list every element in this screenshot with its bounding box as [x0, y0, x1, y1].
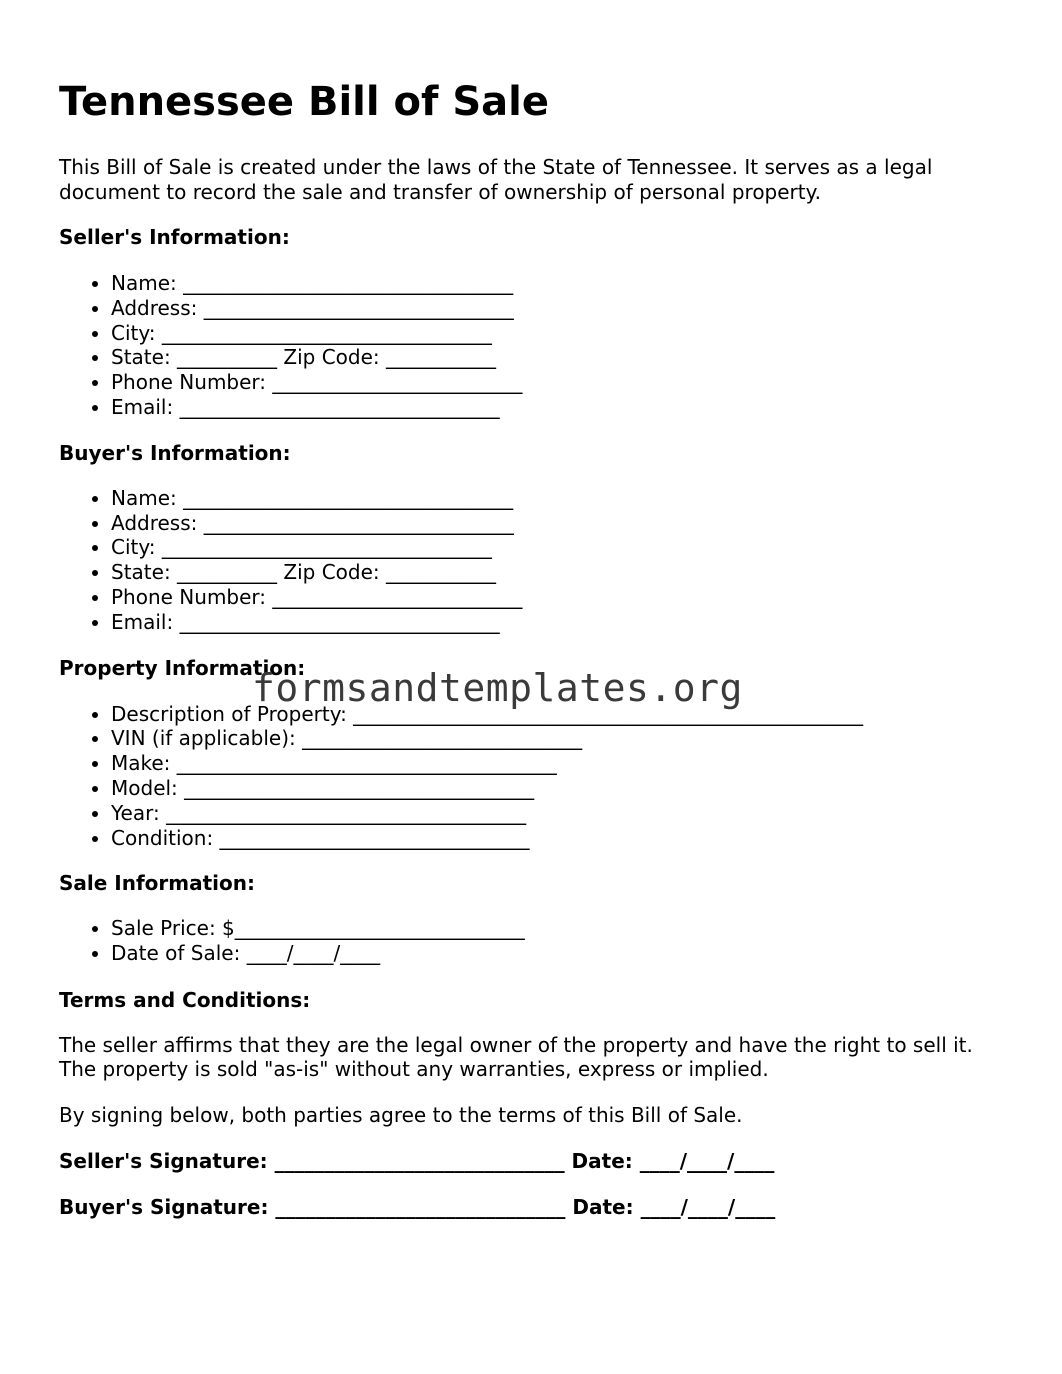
- buyer-address-field: • Address: _______________________________: [111, 511, 1009, 536]
- terms-paragraph: The seller affirms that they are the legal owner of the property and have the right to sell it. The property is sold "as-is" without any warranties, express or implied.: [59, 1032, 973, 1082]
- property-description-field: • Description of Property: ___________________________________________________: [111, 702, 1009, 727]
- property-field-list: [59, 702, 1009, 851]
- seller-section-heading: Seller's Information:: [59, 225, 290, 249]
- property-condition-field: • Condition: _______________________________: [111, 826, 1009, 851]
- sale-field-list: [59, 916, 1009, 966]
- buyer-field-list: [59, 486, 1009, 635]
- document-page: [59, 0, 1009, 1219]
- seller-address-field: • Address: _______________________________: [111, 296, 1009, 321]
- seller-city-field: • City: _________________________________: [111, 321, 1009, 346]
- intro-paragraph: This Bill of Sale is created under the laws of the State of Tennessee. It serves as a legal document to record the sale and transfer of ownership of personal property.: [59, 155, 933, 204]
- property-vin-field: • VIN (if applicable): ____________________________: [111, 726, 1009, 751]
- property-section-heading: Property Information:: [59, 655, 306, 680]
- seller-signature-line: Seller's Signature: _____________________________ Date: ____/____/____: [59, 1149, 775, 1174]
- buyer-email-field: • Email: ________________________________: [111, 610, 1009, 635]
- sale-date-field: • Date of Sale: ____/____/____: [111, 941, 1009, 966]
- document-title: Tennessee Bill of Sale: [59, 79, 549, 125]
- buyer-name-field: • Name: _________________________________: [111, 486, 1009, 511]
- watermark-text: formsandtemplates.org: [252, 666, 743, 710]
- buyer-section-heading: Buyer's Information:: [59, 440, 291, 465]
- buyer-phone-field: • Phone Number: _________________________: [111, 585, 1009, 610]
- seller-name-field: • Name: _________________________________: [111, 271, 1009, 296]
- seller-state-zip-field: • State: __________ Zip Code: ___________: [111, 345, 1009, 370]
- seller-phone-field: • Phone Number: _________________________: [111, 370, 1009, 395]
- property-model-field: • Model: ___________________________________: [111, 776, 1009, 801]
- buyer-city-field: • City: _________________________________: [111, 535, 1009, 560]
- property-make-field: • Make: ______________________________________: [111, 751, 1009, 776]
- sale-section-heading: Sale Information:: [59, 871, 255, 896]
- buyer-state-zip-field: • State: __________ Zip Code: ___________: [111, 560, 1009, 585]
- sale-price-field: • Sale Price: $_____________________________: [111, 916, 1009, 941]
- property-year-field: • Year: ____________________________________: [111, 801, 1009, 826]
- buyer-signature-line: Buyer's Signature: _____________________________ Date: ____/____/____: [59, 1195, 776, 1220]
- agreement-paragraph: By signing below, both parties agree to the terms of this Bill of Sale.: [59, 1102, 743, 1127]
- seller-field-list: [59, 271, 1009, 420]
- seller-email-field: • Email: ________________________________: [111, 395, 1009, 420]
- terms-section-heading: Terms and Conditions:: [59, 987, 311, 1012]
